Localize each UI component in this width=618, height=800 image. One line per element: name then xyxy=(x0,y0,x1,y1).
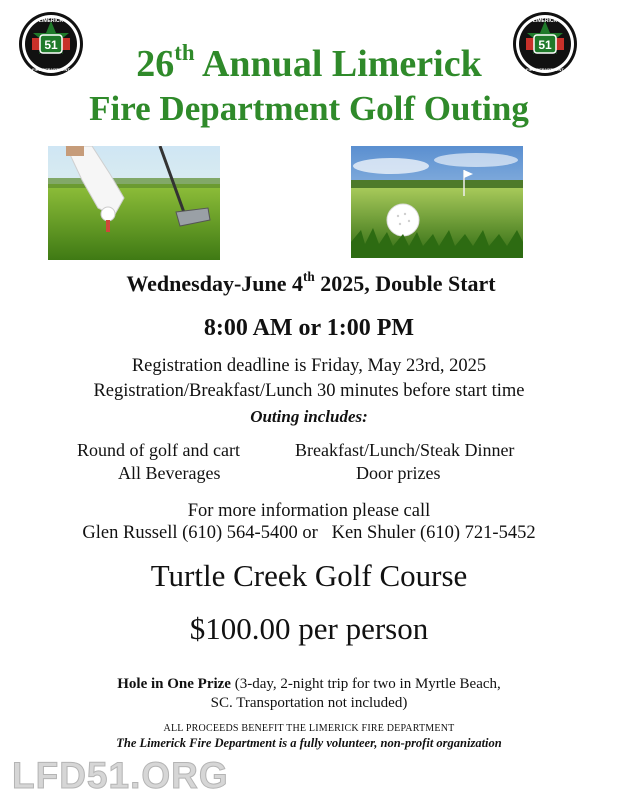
includes-item: Round of golf and cart xyxy=(77,440,240,460)
logo-bottom-text: FIRE DEPARTMENT xyxy=(526,67,564,72)
proceeds-note: ALL PROCEEDS BENEFIT THE LIMERICK FIRE DEPARTMENT xyxy=(163,723,455,734)
hole-in-one-details-1: (3-day, 2-night trip for two in Myrtle Beach, xyxy=(234,676,501,692)
logo-bottom-text: FIRE DEPARTMENT xyxy=(32,67,70,72)
includes-item: Breakfast/Lunch/Steak Dinner xyxy=(295,440,515,460)
title-line-1 xyxy=(0,42,618,86)
venue-name: Turtle Creek Golf Course xyxy=(150,558,468,593)
golf-ball-flag-image xyxy=(351,146,523,258)
site-watermark: LFD51.ORG xyxy=(12,755,229,796)
event-date-rest: 2025, Double Start xyxy=(320,271,496,296)
title-line-2: Fire Department Golf Outing xyxy=(89,89,529,128)
golf-ball-photo xyxy=(351,146,523,258)
title-ordinal: 26 xyxy=(136,43,175,85)
logo-number: 51 xyxy=(538,38,552,52)
event-date-suffix: th xyxy=(303,269,315,284)
hole-in-one-label: Hole in One Prize xyxy=(117,676,231,692)
price: $100.00 per person xyxy=(189,611,429,646)
event-times: 8:00 AM or 1:00 PM xyxy=(203,315,415,341)
includes-item: Door prizes xyxy=(356,463,441,483)
contact-line-1: For more information please call xyxy=(187,501,431,521)
hole-in-one-details-2: SC. Transportation not included) xyxy=(210,695,408,711)
includes-item: All Beverages xyxy=(118,463,221,483)
event-date xyxy=(0,271,618,297)
title-ordinal-suffix: th xyxy=(174,40,195,65)
includes-heading: Outing includes: xyxy=(250,407,368,426)
registration-deadline: Registration deadline is Friday, May 23rd, 2025 xyxy=(131,356,487,376)
volunteer-note: The Limerick Fire Department is a fully volunteer, non-profit organization xyxy=(116,736,502,750)
title-line-1-rest: Annual Limerick xyxy=(201,43,482,85)
logo-top-text: LIMERICK xyxy=(532,18,558,24)
contact-line-2: Glen Russell (610) 564-5400 or Ken Shuler (610) 721-5452 xyxy=(82,523,536,543)
registration-timing: Registration/Breakfast/Lunch 30 minutes before start time xyxy=(93,381,525,401)
golfer-teeing-photo xyxy=(48,146,220,260)
event-date-prefix: Wednesday-June 4 xyxy=(126,271,304,296)
golf-swing-image xyxy=(48,146,220,260)
logo-number: 51 xyxy=(44,38,58,52)
hole-in-one-prize xyxy=(0,675,618,713)
hole-in-one-line-1 xyxy=(0,675,618,694)
logo-top-text: LIMERICK xyxy=(38,18,64,24)
